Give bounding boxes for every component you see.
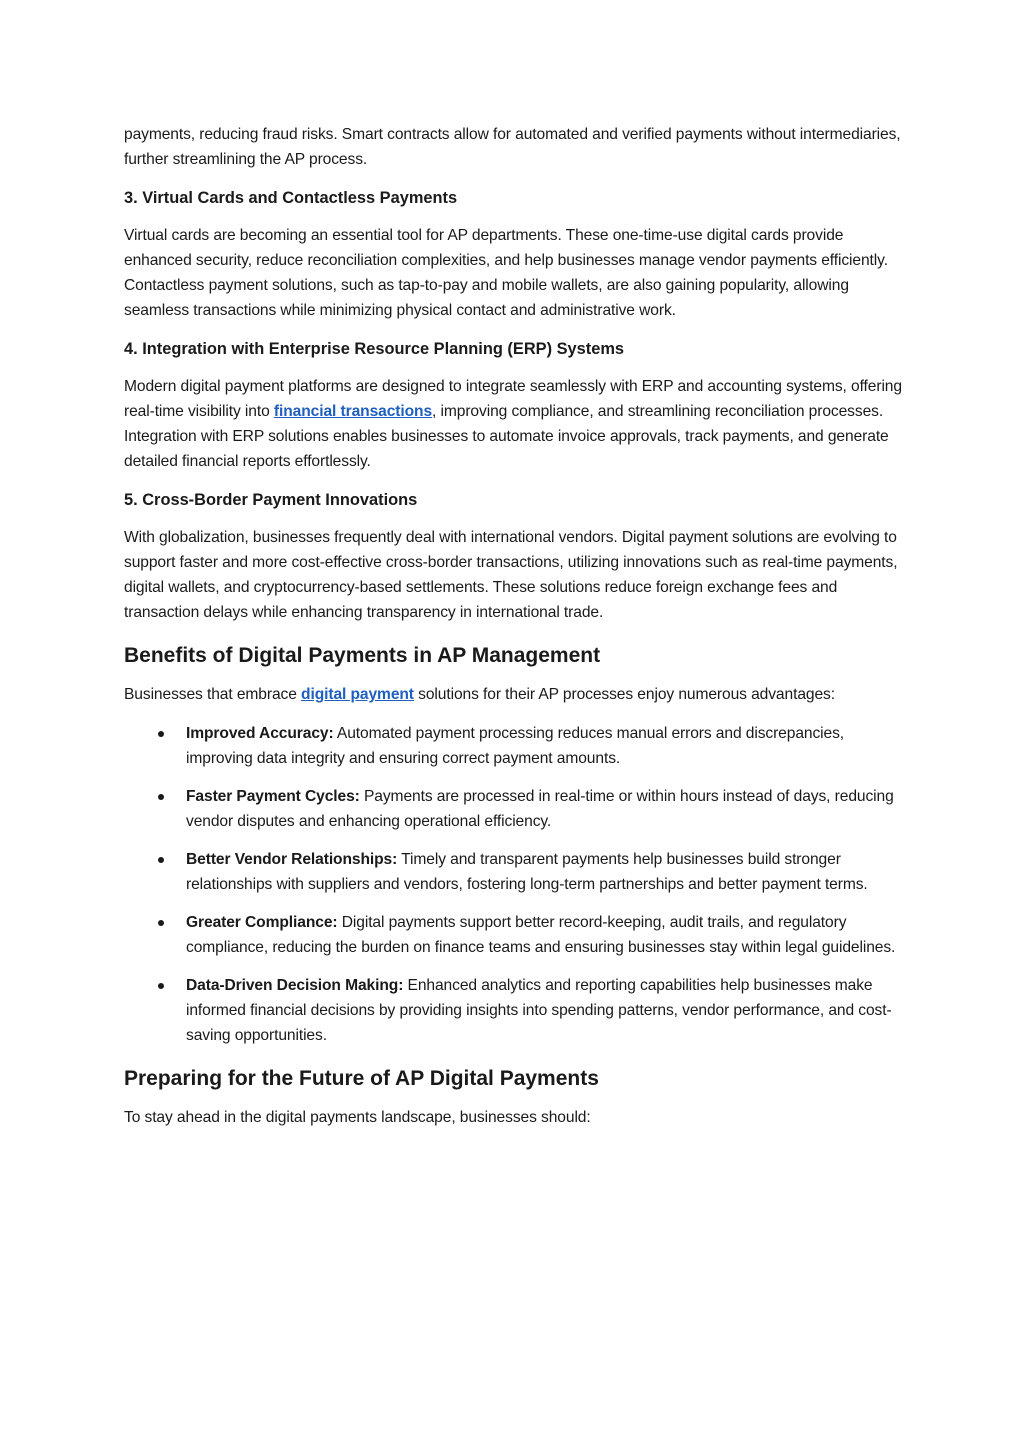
bullet-icon [158, 857, 164, 863]
bullet-icon [158, 794, 164, 800]
section-heading-erp: 4. Integration with Enterprise Resource Planning (ERP) Systems [124, 340, 625, 358]
section-heading-virtual-cards: 3. Virtual Cards and Contactless Payments [124, 189, 458, 207]
benefit-label: Better Vendor Relationships: [186, 851, 398, 868]
benefits-list [124, 721, 902, 1048]
benefit-label: Greater Compliance: [186, 914, 338, 931]
benefits-intro-before-link: Businesses that embrace [124, 686, 302, 703]
intro-paragraph: payments, reducing fraud risks. Smart contracts allow for automated and verified payments without intermediaries, further streamlining the AP process. [124, 126, 901, 168]
benefits-heading: Benefits of Digital Payments in AP Management [124, 644, 601, 667]
digital-payment-link[interactable]: digital payment [301, 686, 414, 703]
bullet-icon [158, 731, 164, 737]
list-item [186, 973, 902, 1048]
section-body-erp [124, 374, 902, 474]
document-page [124, 122, 902, 1130]
benefits-intro [124, 682, 902, 707]
bullet-icon [158, 920, 164, 926]
list-item [186, 721, 902, 771]
list-item [186, 847, 902, 897]
erp-text-after-link: , improving compliance, and streamlining reconciliation processes. Integration with ERP solutions enables businesses to automate invoice approvals, track payments, and generate detailed financial reports effortlessly. [124, 403, 889, 470]
benefits-intro-after-link: solutions for their AP processes enjoy numerous advantages: [413, 686, 835, 703]
bullet-icon [158, 983, 164, 989]
future-heading: Preparing for the Future of AP Digital Payments [124, 1067, 599, 1090]
benefit-text: Enhanced analytics and reporting capabilities help businesses make informed financial decisions by providing insights into spending patterns, vendor performance, and cost-saving opportunities. [186, 977, 892, 1044]
benefit-text: Payments are processed in real-time or within hours instead of days, reducing vendor disputes and enhancing operational efficiency. [186, 788, 894, 830]
list-item [186, 784, 902, 834]
benefit-label: Faster Payment Cycles: [186, 788, 360, 805]
benefit-label: Improved Accuracy: [186, 725, 334, 742]
section-heading-cross-border: 5. Cross-Border Payment Innovations [124, 491, 418, 509]
benefit-text: Digital payments support better record-keeping, audit trails, and regulatory compliance, reducing the burden on finance teams and ensuring businesses stay within legal guidelines. [186, 914, 896, 956]
section-body-cross-border: With globalization, businesses frequently deal with international vendors. Digital payment solutions are evolving to support faster and more cost-effective cross-border transactions, utilizing innovations such as real-time payments, digital wallets, and cryptocurrency-based settlements. These solutions reduce foreign exchange fees and transaction delays while enhancing transparency in international trade. [124, 529, 898, 621]
financial-transactions-link[interactable]: financial transactions [273, 403, 433, 420]
future-intro: To stay ahead in the digital payments landscape, businesses should: [124, 1109, 591, 1126]
list-item [186, 910, 902, 960]
erp-text-before-link: Modern digital payment platforms are designed to integrate seamlessly with ERP and accounting systems, offering real-time visibility into [124, 378, 902, 420]
section-body-virtual-cards: Virtual cards are becoming an essential tool for AP departments. These one-time-use digital cards provide enhanced security, reduce reconciliation complexities, and help businesses manage vendor payments efficiently. Contactless payment solutions, such as tap-to-pay and mobile wallets, are also gaining popularity, allowing seamless transactions while minimizing physical contact and administrative work. [124, 227, 888, 319]
benefit-text: Timely and transparent payments help businesses build stronger relationships with suppliers and vendors, fostering long-term partnerships and better payment terms. [186, 851, 868, 893]
benefit-label: Data-Driven Decision Making: [186, 977, 404, 994]
benefit-text: Automated payment processing reduces manual errors and discrepancies, improving data integrity and ensuring correct payment amounts. [186, 725, 845, 767]
